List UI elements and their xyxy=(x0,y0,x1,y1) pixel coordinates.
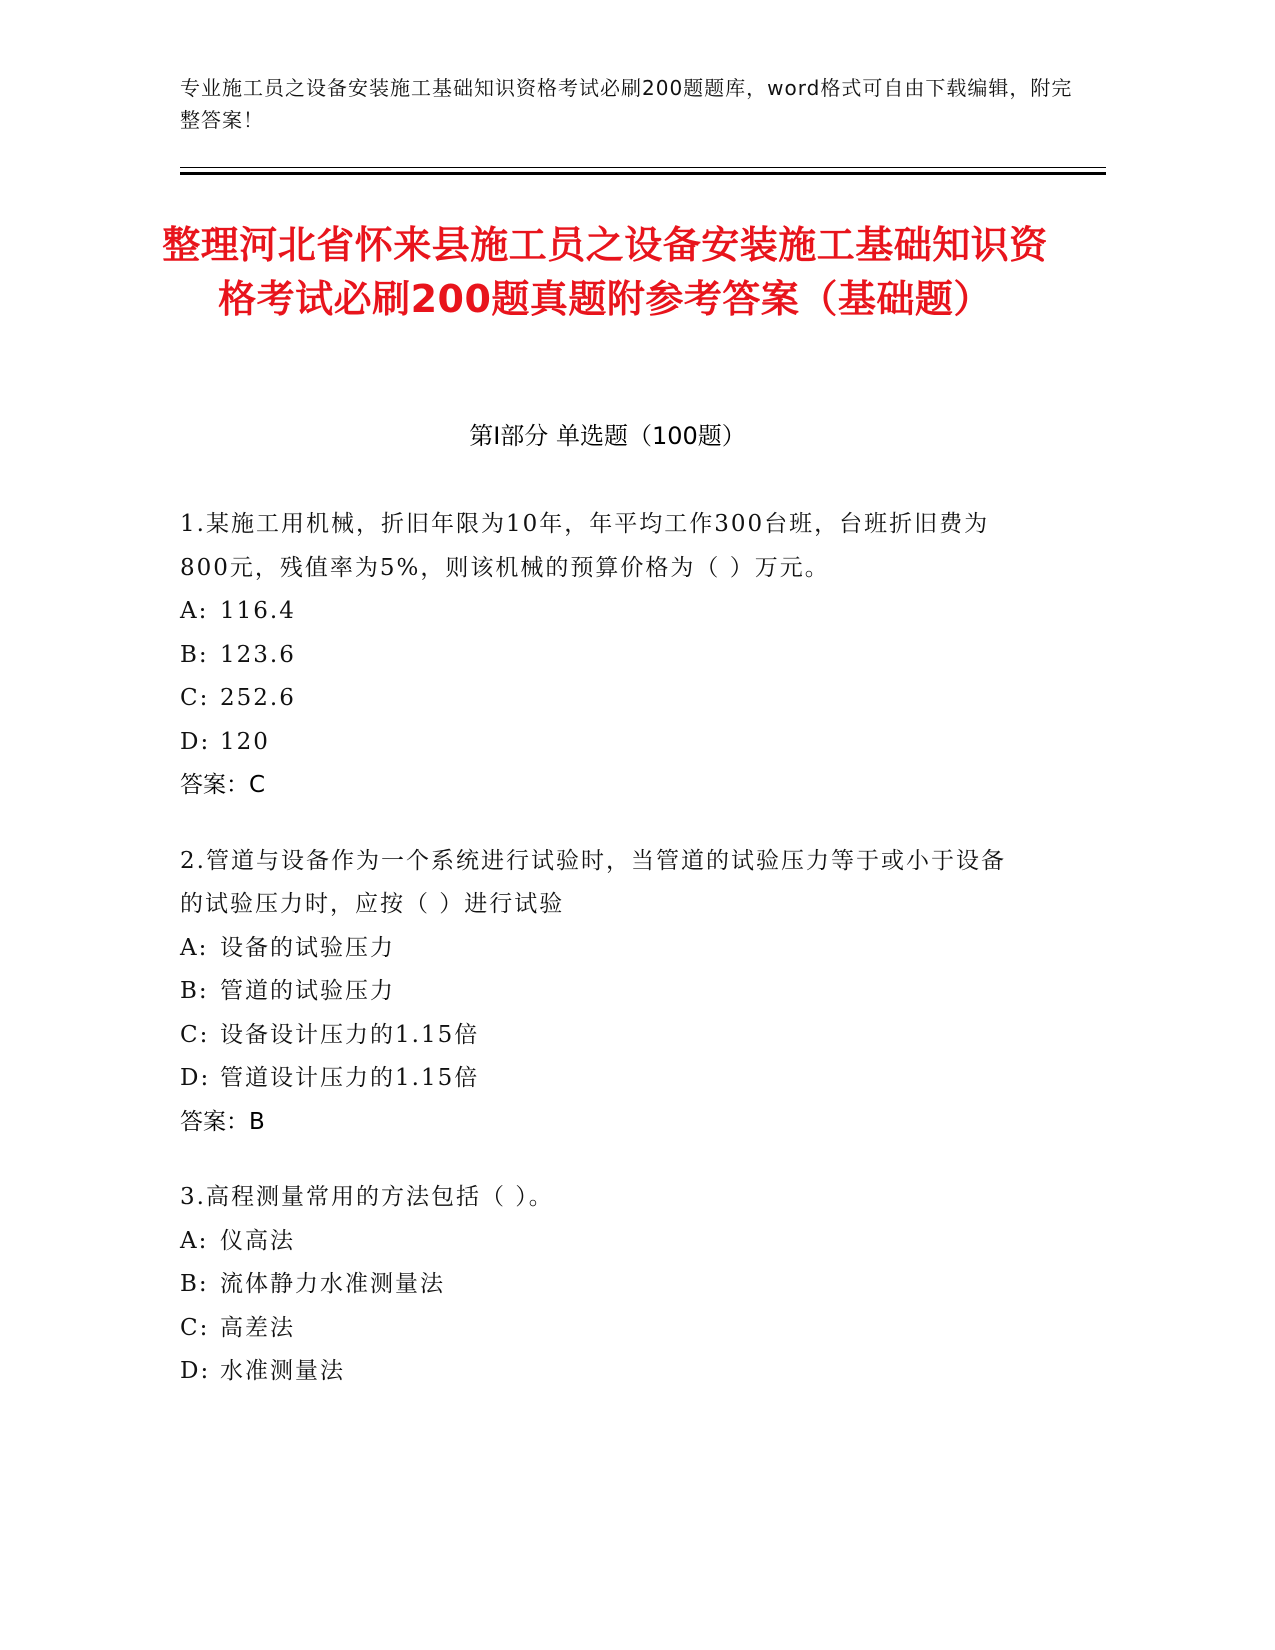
option-key: D: xyxy=(180,1358,211,1384)
option-text: 设备设计压力的1.15倍 xyxy=(220,1021,480,1048)
option-b xyxy=(180,970,1030,1014)
option-text: 120 xyxy=(220,728,270,755)
option-text: 252.6 xyxy=(220,685,296,711)
section-title: 第I部分 单选题（100题） xyxy=(469,422,746,450)
option-key: B: xyxy=(180,978,209,1004)
option-text: 116.4 xyxy=(220,598,296,624)
option-d xyxy=(180,1350,1030,1394)
header-note: 专业施工员之设备安装施工基础知识资格考试必刷200题题库，word格式可自由下载编辑，附完整答案！ xyxy=(180,76,1073,132)
option-c xyxy=(180,677,1030,721)
answer-line: 答案：B xyxy=(180,1108,265,1135)
question-list xyxy=(180,503,1030,1426)
option-b xyxy=(180,1263,1030,1307)
option-key: B: xyxy=(180,1271,209,1297)
option-key: C: xyxy=(180,1314,210,1341)
option-text: 123.6 xyxy=(220,641,296,668)
header-divider-thin xyxy=(180,167,1106,168)
question-item xyxy=(180,503,1030,808)
question-stem: 2.管道与设备作为一个系统进行试验时，当管道的试验压力等于或小于设备的试验压力时，应按（ ）进行试验 xyxy=(180,847,1006,917)
question-item xyxy=(180,1176,1030,1394)
option-key: D: xyxy=(180,728,211,755)
option-text: 水准测量法 xyxy=(220,1358,345,1384)
option-text: 高差法 xyxy=(220,1314,295,1341)
option-text: 管道的试验压力 xyxy=(220,978,395,1004)
option-text: 仪高法 xyxy=(220,1227,295,1254)
option-key: C: xyxy=(180,685,210,711)
answer-line: 答案：C xyxy=(180,772,266,798)
option-d xyxy=(180,1057,1030,1101)
option-key: C: xyxy=(180,1021,210,1048)
question-stem: 1.某施工用机械，折旧年限为10年，年平均工作300台班，台班折旧费为800元，残值率为5%，则该机械的预算价格为（ ）万元。 xyxy=(180,511,990,581)
question-item xyxy=(180,840,1030,1145)
option-key: D: xyxy=(180,1065,211,1091)
document-title: 整理河北省怀来县施工员之设备安装施工基础知识资格考试必刷200题真题附参考答案（基础题） xyxy=(162,223,1048,321)
option-d xyxy=(180,721,1030,765)
option-key: A: xyxy=(180,1227,209,1254)
option-a xyxy=(180,1220,1030,1264)
option-text: 流体静力水准测量法 xyxy=(220,1271,445,1297)
header-divider-thick xyxy=(180,172,1106,175)
option-key: A: xyxy=(180,598,209,624)
question-stem: 3.高程测量常用的方法包括（ ）。 xyxy=(180,1184,554,1210)
option-c xyxy=(180,1014,1030,1058)
option-key: A: xyxy=(180,934,209,961)
option-a xyxy=(180,590,1030,634)
option-b xyxy=(180,634,1030,678)
option-key: B: xyxy=(180,641,209,668)
option-text: 设备的试验压力 xyxy=(220,934,395,961)
option-text: 管道设计压力的1.15倍 xyxy=(220,1065,480,1091)
option-a xyxy=(180,927,1030,971)
option-c xyxy=(180,1307,1030,1351)
